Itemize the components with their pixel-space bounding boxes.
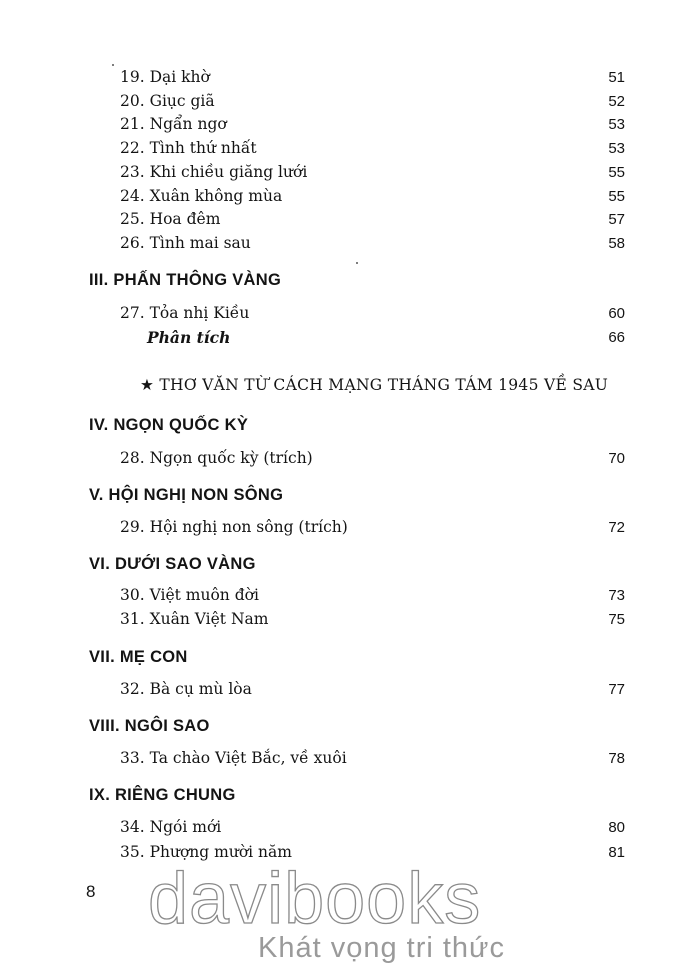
- section-heading: VI. DƯỚI SAO VÀNG: [89, 555, 256, 573]
- entry-title: 25. Hoa đêm: [120, 210, 221, 228]
- entry-title: 31. Xuân Việt Nam: [120, 610, 269, 628]
- entry-title: 33. Ta chào Việt Bắc, về xuôi: [120, 749, 347, 767]
- entry-title: 35. Phượng mười năm: [120, 843, 292, 861]
- toc-entry: [120, 584, 625, 606]
- entry-page: 53: [608, 115, 625, 133]
- entry-page: 52: [608, 92, 625, 110]
- entry-page: 78: [608, 749, 625, 767]
- scan-speck: [356, 262, 358, 264]
- entry-title: 24. Xuân không mùa: [120, 187, 283, 205]
- page-number: 8: [86, 882, 96, 901]
- era-heading: ★ THƠ VĂN TỪ CÁCH MẠNG THÁNG TÁM 1945 VỀ SAU: [140, 376, 609, 394]
- entry-title: 19. Dại khờ: [120, 68, 210, 86]
- entry-title: 22. Tình thứ nhất: [120, 139, 257, 157]
- watermark-logo: davibooks: [148, 859, 482, 939]
- scan-speck: [112, 64, 114, 66]
- entry-page: 70: [608, 449, 625, 467]
- entry-title: 27. Tỏa nhị Kiều: [120, 304, 250, 322]
- toc-entry: [120, 161, 625, 183]
- section-heading: III. PHẤN THÔNG VÀNG: [89, 271, 282, 289]
- section-heading: IX. RIÊNG CHUNG: [89, 786, 236, 804]
- entry-title: Phân tích: [147, 327, 231, 347]
- entry-title: 30. Việt muôn đời: [120, 586, 259, 604]
- entry-title: 32. Bà cụ mù lòa: [120, 680, 252, 698]
- toc-entry: [120, 66, 625, 88]
- toc-entry: [120, 302, 625, 324]
- entry-title: 28. Ngọn quốc kỳ (trích): [120, 449, 313, 467]
- entry-page: 66: [608, 328, 625, 346]
- entry-title: 23. Khi chiều giăng lưới: [120, 163, 308, 181]
- toc-entry: [120, 232, 625, 254]
- toc-entry: [120, 326, 625, 348]
- entry-page: 72: [608, 518, 625, 536]
- toc-entry: [120, 113, 625, 135]
- entry-page: 60: [608, 304, 625, 322]
- entry-page: 77: [608, 680, 625, 698]
- entry-page: 53: [608, 139, 625, 157]
- entry-page: 75: [608, 610, 625, 628]
- entry-page: 55: [608, 187, 625, 205]
- toc-entry: [120, 816, 625, 838]
- toc-entry: [120, 185, 625, 207]
- entry-page: 80: [608, 818, 625, 836]
- entry-page: 55: [608, 163, 625, 181]
- section-heading: VIII. NGÔI SAO: [89, 717, 210, 735]
- entry-page: 51: [608, 68, 625, 86]
- watermark-tagline: Khát vọng tri thức: [258, 932, 505, 964]
- entry-title: 20. Giục giã: [120, 92, 215, 110]
- entry-page: 73: [608, 586, 625, 604]
- entry-title: 21. Ngẩn ngơ: [120, 115, 227, 133]
- entry-title: 26. Tình mai sau: [120, 234, 251, 252]
- toc-entry: [120, 608, 625, 630]
- toc-entry: [120, 678, 625, 700]
- toc-entry: [120, 447, 625, 469]
- entry-page: 57: [608, 210, 625, 228]
- toc-entry: [120, 137, 625, 159]
- section-heading: V. HỘI NGHỊ NON SÔNG: [89, 486, 284, 504]
- entry-page: 58: [608, 234, 625, 252]
- section-heading: VII. MẸ CON: [89, 648, 188, 666]
- toc-entry: [120, 747, 625, 769]
- toc-entry: [120, 516, 625, 538]
- section-heading: IV. NGỌN QUỐC KỲ: [89, 416, 249, 434]
- toc-entry: [120, 90, 625, 112]
- entry-title: 29. Hội nghị non sông (trích): [120, 518, 348, 536]
- entry-page: 81: [608, 843, 625, 861]
- toc-entry: [120, 208, 625, 230]
- entry-title: 34. Ngói mới: [120, 818, 222, 836]
